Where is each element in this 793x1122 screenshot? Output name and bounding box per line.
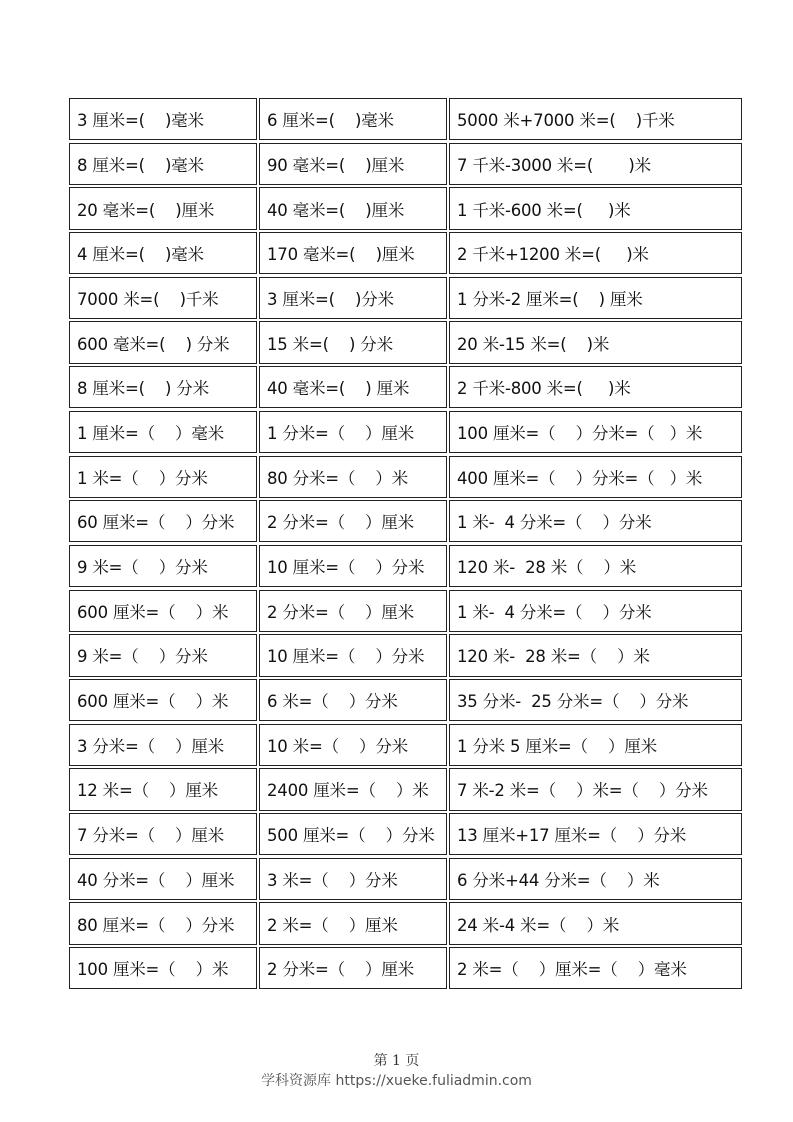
problem-cell: 12 米=（ ）厘米 [69,768,257,810]
problem-cell: 2 分米=（ ）厘米 [259,500,447,542]
problem-cell: 170 毫米=( )厘米 [259,232,447,274]
problem-cell: 2 千米+1200 米=( )米 [449,232,742,274]
problem-cell: 20 毫米=( )厘米 [69,187,257,229]
problem-cell: 3 米=（ ）分米 [259,858,447,900]
problem-cell: 120 米- 28 米=（ ）米 [449,634,742,676]
problem-cell: 600 厘米=（ ）米 [69,590,257,632]
problem-cell: 1 米=（ ）分米 [69,456,257,498]
problem-cell: 80 分米=（ ）米 [259,456,447,498]
problem-cell: 1 分米-2 厘米=( ) 厘米 [449,277,742,319]
problem-cell: 40 分米=（ ）厘米 [69,858,257,900]
problem-cell: 1 米- 4 分米=（ ）分米 [449,500,742,542]
problem-cell: 90 毫米=( )厘米 [259,143,447,185]
problem-cell: 9 米=（ ）分米 [69,545,257,587]
problem-cell: 600 厘米=（ ）米 [69,679,257,721]
problem-cell: 1 分米 5 厘米=（ ）厘米 [449,724,742,766]
problem-cell: 10 厘米=（ ）分米 [259,545,447,587]
problem-cell: 5000 米+7000 米=( )千米 [449,98,742,140]
problem-cell: 2 分米=（ ）厘米 [259,590,447,632]
problem-cell: 10 米=（ ）分米 [259,724,447,766]
problem-cell: 1 分米=（ ）厘米 [259,411,447,453]
worksheet-grid [69,98,742,989]
problem-cell: 3 厘米=( )分米 [259,277,447,319]
problem-cell: 20 米-15 米=( )米 [449,321,742,363]
problem-cell: 6 厘米=( )毫米 [259,98,447,140]
problem-cell: 6 米=（ ）分米 [259,679,447,721]
problem-cell: 6 分米+44 分米=（ ）米 [449,858,742,900]
problem-cell: 60 厘米=（ ）分米 [69,500,257,542]
problem-cell: 3 厘米=( )毫米 [69,98,257,140]
problem-cell: 40 毫米=( ) 厘米 [259,366,447,408]
problem-cell: 4 厘米=( )毫米 [69,232,257,274]
problem-cell: 600 毫米=( ) 分米 [69,321,257,363]
source-site: 学科资源库 https://xueke.fuliadmin.com [261,1073,532,1089]
problem-cell: 1 厘米=（ ）毫米 [69,411,257,453]
problem-cell: 1 千米-600 米=( )米 [449,187,742,229]
problem-cell: 1 米- 4 分米=（ ）分米 [449,590,742,632]
problem-cell: 7 米-2 米=（ ）米=（ ）分米 [449,768,742,810]
problem-cell: 8 厘米=( )毫米 [69,143,257,185]
problem-cell: 40 毫米=( )厘米 [259,187,447,229]
problem-cell: 400 厘米=（ ）分米=（ ）米 [449,456,742,498]
problem-cell: 15 米=( ) 分米 [259,321,447,363]
page-number: 第 1 页 [373,1053,420,1069]
problem-cell: 2 米=（ ）厘米 [259,902,447,944]
problem-cell: 80 厘米=（ ）分米 [69,902,257,944]
problem-cell: 2 分米=（ ）厘米 [259,947,447,989]
problem-cell: 500 厘米=（ ）分米 [259,813,447,855]
problem-cell: 9 米=（ ）分米 [69,634,257,676]
problem-cell: 3 分米=（ ）厘米 [69,724,257,766]
problem-cell: 2 米=（ ）厘米=（ ）毫米 [449,947,742,989]
problem-cell: 24 米-4 米=（ ）米 [449,902,742,944]
problem-cell: 2400 厘米=（ ）米 [259,768,447,810]
problem-cell: 10 厘米=（ ）分米 [259,634,447,676]
problem-cell: 13 厘米+17 厘米=（ ）分米 [449,813,742,855]
problem-cell: 100 厘米=（ ）分米=（ ）米 [449,411,742,453]
problem-cell: 8 厘米=( ) 分米 [69,366,257,408]
problem-cell: 35 分米- 25 分米=（ ）分米 [449,679,742,721]
problem-cell: 7000 米=( )千米 [69,277,257,319]
problem-cell: 100 厘米=（ ）米 [69,947,257,989]
problem-cell: 120 米- 28 米（ ）米 [449,545,742,587]
problem-cell: 7 千米-3000 米=( )米 [449,143,742,185]
problem-cell: 7 分米=（ ）厘米 [69,813,257,855]
problem-cell: 2 千米-800 米=( )米 [449,366,742,408]
